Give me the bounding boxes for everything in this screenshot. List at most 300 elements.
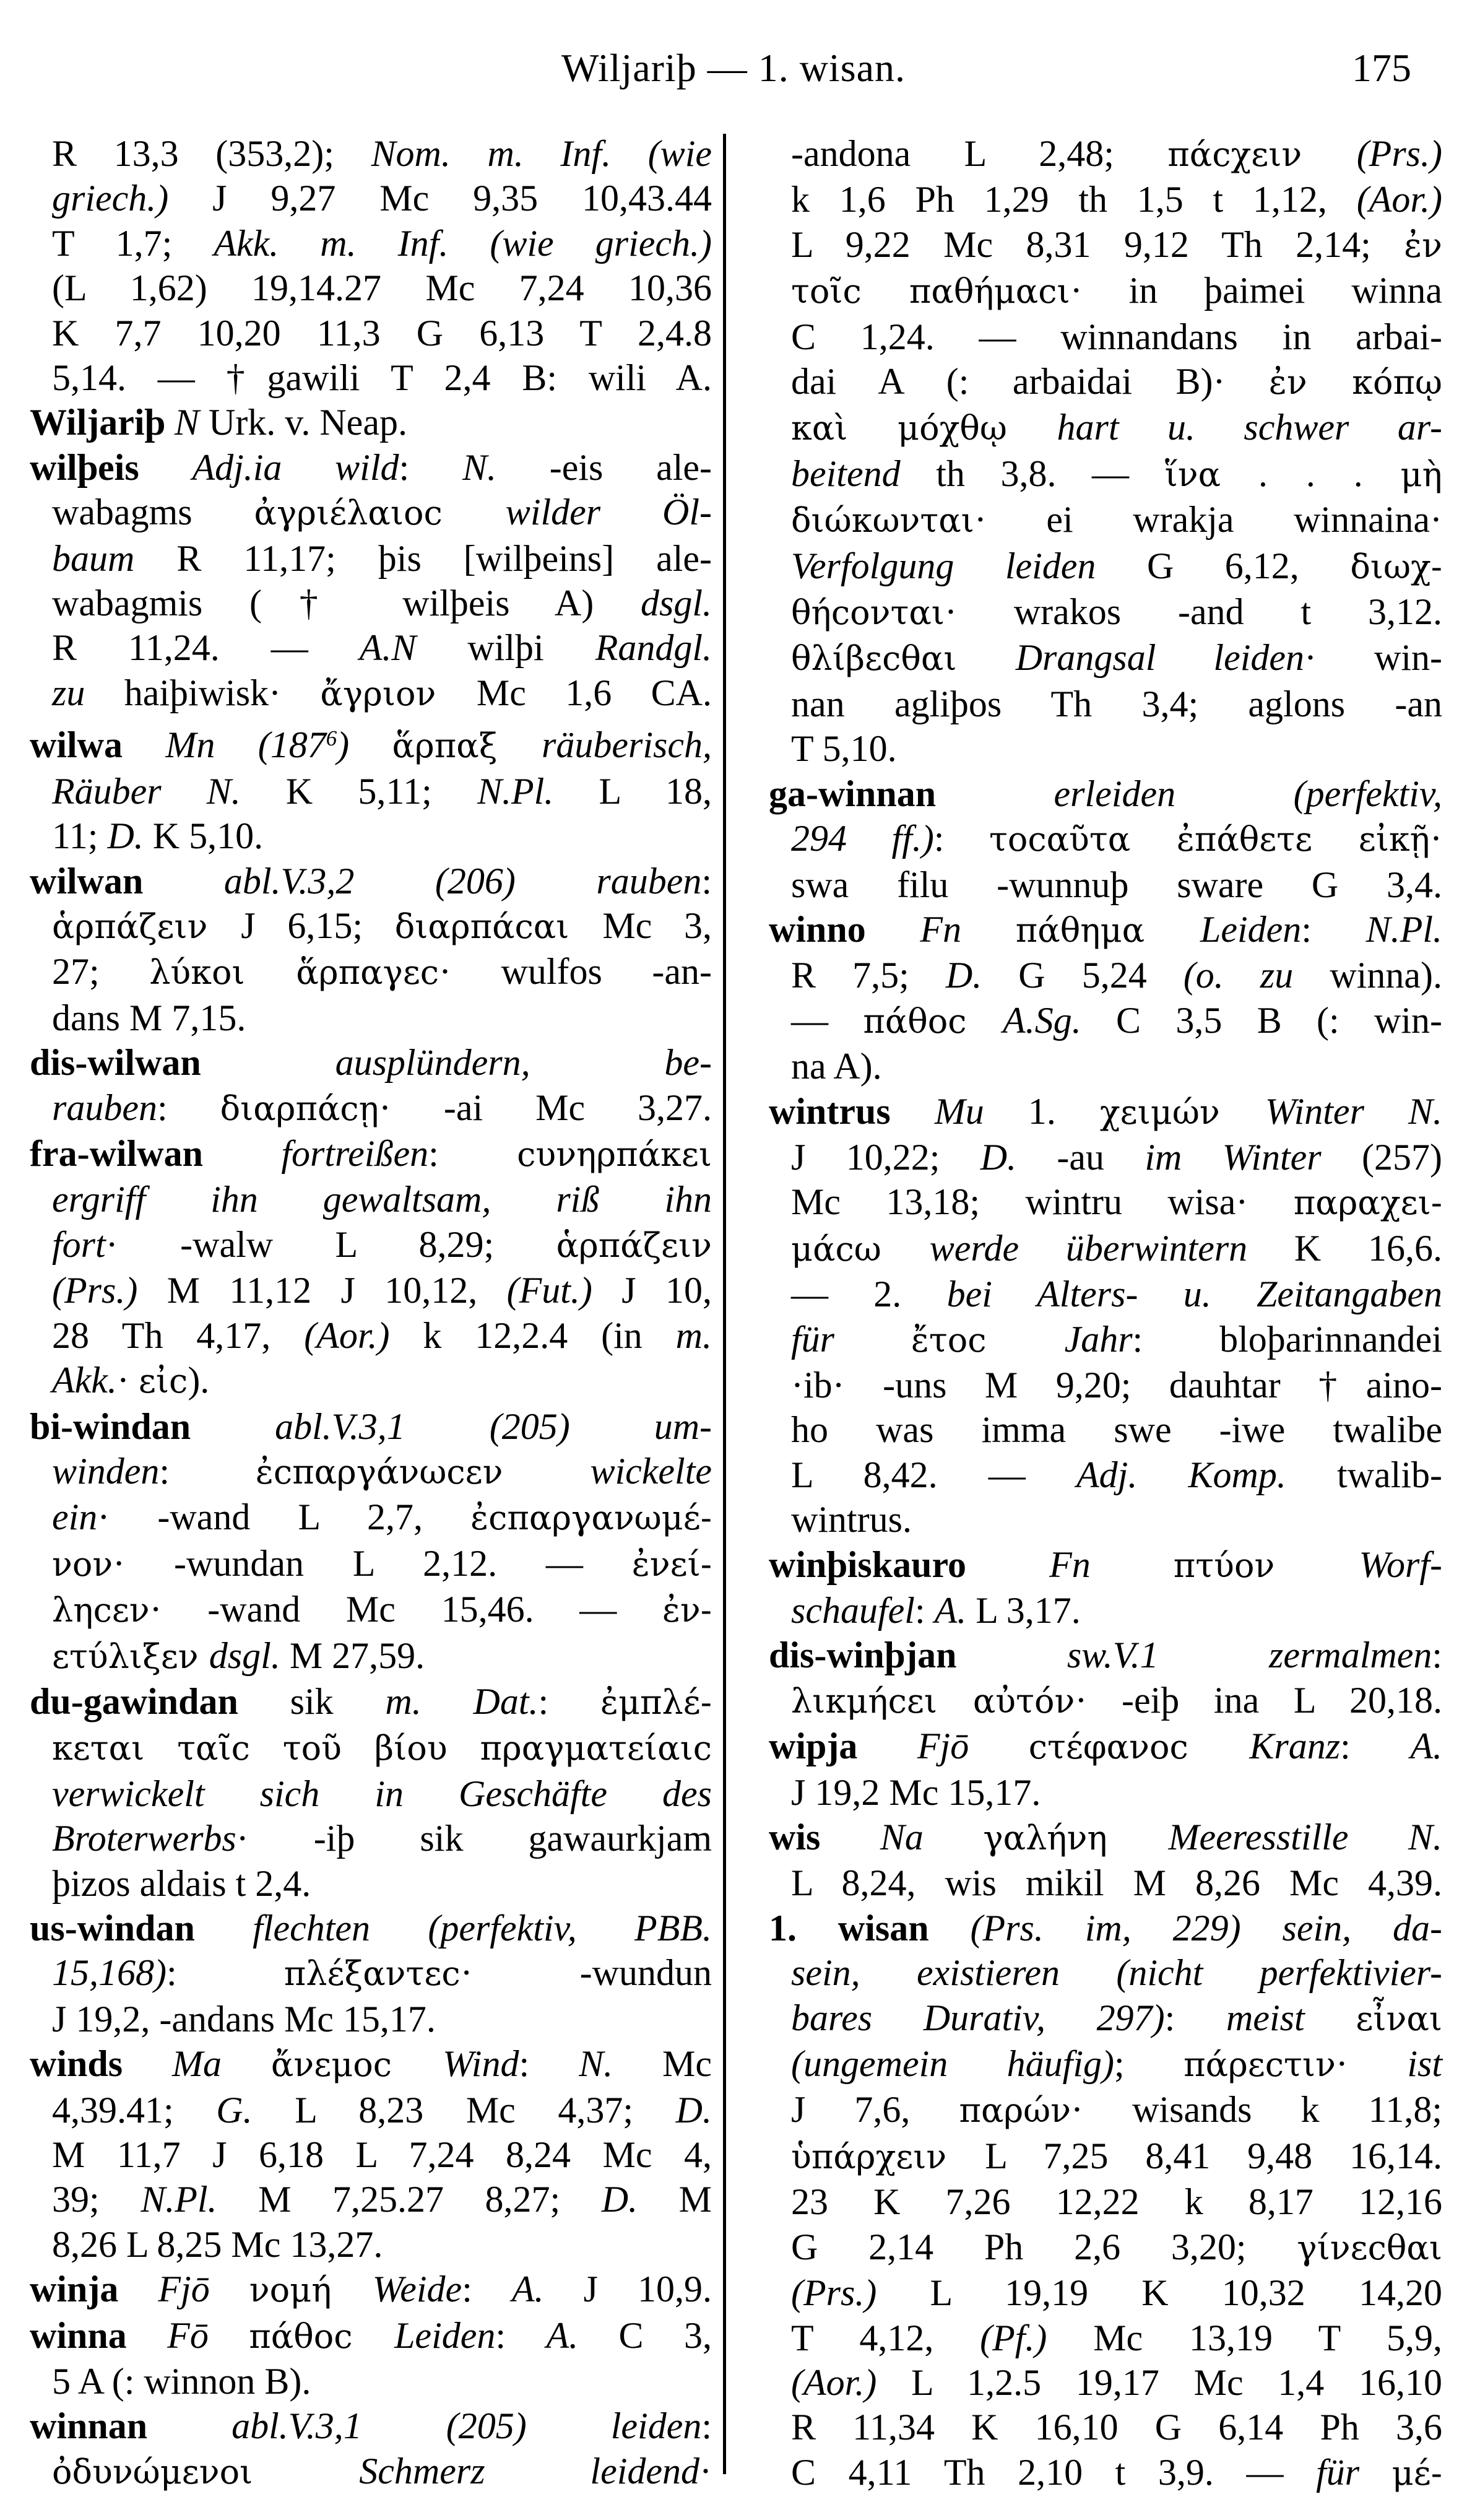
text-line [769, 589, 1442, 635]
text-line [30, 266, 712, 310]
text-line [30, 536, 712, 581]
text-line [769, 1724, 1442, 1770]
text-line [30, 2313, 712, 2359]
text-line [30, 1177, 712, 1222]
text-line [30, 490, 712, 536]
italic-text: N. [1408, 1817, 1442, 1858]
roman-text: · wrakos -and t 3,12. [944, 591, 1442, 633]
italic-text: (ungemein häufig) [791, 2043, 1114, 2085]
roman-text: · [1335, 2043, 1408, 2085]
roman-text: : [914, 1590, 935, 1631]
italic-text: Nom. m. Inf. (wie [371, 133, 712, 174]
roman-text: Mc [662, 2043, 712, 2085]
roman-text: J 9,27 Mc 9,35 10,43.44 [212, 178, 712, 219]
greek-text: γίνεcθαι [1297, 2228, 1442, 2267]
roman-text: · [116, 1360, 139, 1401]
dictionary-entry [30, 859, 712, 1041]
italic-text: Broterwerbs [52, 1818, 236, 1859]
roman-text: : [701, 860, 712, 902]
text-line [30, 1906, 712, 1950]
greek-text: πάθημα [1015, 910, 1200, 950]
text-line [769, 726, 1442, 771]
text-line [30, 2404, 712, 2448]
greek-text: παραχει- [1293, 1183, 1442, 1223]
greek-text: ἀγριέλαιοc [254, 493, 506, 533]
superscript-reference: 6 [326, 726, 337, 751]
roman-text: (257) [1362, 1136, 1442, 1178]
greek-text: μάcω [791, 1229, 930, 1269]
italic-text: sein, existieren (nicht perfektivier- [791, 1952, 1442, 1994]
italic-text: N. [579, 2043, 663, 2085]
roman-text: 28 Th 4,17, [52, 1314, 305, 1356]
roman-text: : bloþarinnandei [1132, 1318, 1442, 1360]
greek-text: ἐν- [662, 1591, 712, 1630]
dictionary-entry [30, 400, 712, 445]
roman-text: L 18, [599, 770, 712, 812]
italic-text: Ma [172, 2043, 271, 2085]
dictionary-entry [769, 771, 1442, 907]
roman-text: Mc 1,6 CA. [476, 672, 712, 713]
dictionary-entry [30, 2041, 712, 2267]
roman-text: Urk. v. Neap. [208, 402, 407, 443]
italic-text: verwickelt sich in Geschäfte des [52, 1773, 712, 1814]
text-line [769, 1089, 1442, 1135]
running-head: Wiljariþ — 1. wisan. [561, 46, 906, 90]
headword: du-gawindan [30, 1680, 290, 1722]
text-line [769, 1678, 1442, 1724]
text-line [30, 1771, 712, 1816]
roman-text: : [166, 1952, 284, 1994]
italic-text: dsgl. [209, 1635, 290, 1676]
greek-text: πάρεcτιν [1184, 2045, 1336, 2085]
text-line [30, 625, 712, 670]
greek-text: διαρπάcῃ [220, 1088, 379, 1128]
italic-text: fortreißen [281, 1133, 429, 1175]
roman-text: C 3, [618, 2314, 712, 2356]
roman-text: R 13,3 (353,2); [52, 133, 371, 174]
text-line [769, 771, 1442, 816]
roman-text: þizos aldais t 2,4. [52, 1862, 311, 1904]
greek-text: πτύον [1173, 1545, 1359, 1585]
italic-text: Mu [934, 1090, 1028, 1132]
roman-text: · in þaimei winna [1070, 270, 1442, 311]
roman-text: M 27,59. [289, 1635, 425, 1676]
text-line [769, 315, 1442, 359]
italic-text: (Pf.) [980, 2317, 1094, 2358]
text-line [769, 1950, 1442, 1995]
dictionary-entry [769, 1089, 1442, 1542]
roman-text: : [519, 2043, 579, 2085]
italic-text: Schmerz leidend [359, 2450, 699, 2492]
text-line [769, 1815, 1442, 1861]
italic-text: zu [52, 672, 124, 713]
roman-text: R 11,34 K 16,10 G 6,14 Ph 3,6 [791, 2407, 1442, 2448]
italic-text: D. [980, 1136, 1057, 1178]
roman-text: : [159, 1450, 256, 1492]
italic-text: (o. zu [1183, 955, 1330, 996]
dictionary-entry [769, 131, 1442, 771]
roman-text: · wisands k 11,8; [1071, 2089, 1442, 2131]
roman-text: — 2. [791, 1274, 947, 1315]
roman-text: L 1,2.5 19,17 Mc 1,4 16,10 [911, 2361, 1443, 2403]
italic-text: Leiden [394, 2314, 496, 2356]
dictionary-entry [30, 2267, 712, 2313]
headword: wilwan [30, 860, 224, 902]
roman-text: J 10,9. [583, 2269, 712, 2310]
dictionary-entry [769, 1815, 1442, 1906]
text-line [769, 2134, 1442, 2179]
greek-text: διωχ- [1350, 547, 1442, 586]
text-line [769, 2087, 1442, 2133]
text-line [30, 1816, 712, 1861]
italic-text: im Winter [1145, 1136, 1362, 1178]
greek-text: τοῖc παθήμαcι [791, 272, 1070, 311]
headword: winþiskauro [769, 1544, 1050, 1585]
text-line [30, 1040, 712, 1085]
text-line [30, 671, 712, 716]
italic-text: räuberisch, [542, 724, 712, 766]
greek-text: νομή [249, 2270, 373, 2310]
text-line [30, 814, 712, 858]
roman-text: Mc 13,19 T 5,9, [1093, 2317, 1442, 2358]
text-line [30, 769, 712, 814]
greek-text: πλέξαντεc [283, 1954, 461, 1994]
roman-text: R 11,24. — [52, 627, 360, 669]
italic-text: flechten (perfektiv, PBB. [253, 1907, 712, 1949]
text-line [30, 1950, 712, 1996]
dictionary-entry [30, 716, 712, 858]
italic-text: abl.V.3,2 (206) rauben [223, 860, 702, 902]
italic-text: 15,168) [52, 1952, 167, 1994]
text-line [769, 2225, 1442, 2270]
greek-text: cτέφανοc [1028, 1727, 1250, 1767]
text-line [769, 998, 1442, 1044]
text-line [30, 355, 712, 400]
italic-text: (Aor.) [304, 1314, 423, 1356]
text-line [30, 581, 712, 625]
roman-text: J 19,2, -andans Mc 15,17. [52, 1998, 436, 2040]
greek-text: ὑπάρχειν [791, 2137, 985, 2176]
headword: winja [30, 2269, 158, 2310]
text-line [769, 451, 1442, 497]
italic-text: abl.V.3,1 (205) leiden [232, 2405, 702, 2447]
headword: ga-winnan [769, 773, 1054, 814]
text-line [769, 2316, 1442, 2360]
roman-text: : [538, 1680, 600, 1722]
roman-text: swa filu -wunnuþ sware G 3,4. [791, 864, 1442, 905]
roman-text: T 4,12, [791, 2317, 980, 2358]
roman-text: · win- [1304, 637, 1442, 679]
greek-text: πάcχειν [1167, 135, 1357, 174]
dictionary-entry [769, 1906, 1442, 2496]
roman-text: R 7,5; [791, 955, 946, 996]
roman-text: ; [1114, 2043, 1184, 2085]
text-line [30, 445, 712, 490]
italic-text: N. [462, 446, 550, 488]
roman-text: L 8,24, wis mikil M 8,26 Mc 4,39. [791, 1862, 1442, 1904]
roman-text: T 5,10. [791, 728, 897, 770]
italic-text: (Aor.) [1356, 179, 1442, 220]
italic-text: Weide [372, 2269, 462, 2310]
roman-text: : [1164, 1997, 1227, 2038]
text-line [769, 544, 1442, 589]
greek-text: χειμών [1099, 1092, 1265, 1132]
text-line [769, 1861, 1442, 1905]
text-line [769, 405, 1442, 451]
italic-text: D. [107, 815, 153, 857]
text-line [30, 1633, 712, 1679]
italic-text: Meeresstille [1168, 1817, 1408, 1858]
italic-text: Fjō [158, 2269, 249, 2310]
text-line [769, 177, 1442, 222]
greek-text: εἰc [138, 1362, 188, 1401]
text-line [769, 2360, 1442, 2405]
text-line [30, 1404, 712, 1449]
text-line [30, 2041, 712, 2087]
roman-text: ). [188, 1360, 210, 1401]
italic-text: A. [511, 2269, 584, 2310]
roman-text: Mc 13,18; wintru wisa· [791, 1181, 1294, 1223]
italic-text: schaufel [791, 1590, 915, 1631]
greek-text: διώκωνται [791, 501, 974, 541]
roman-text: : [428, 1133, 517, 1175]
text-line [30, 221, 712, 266]
roman-text: k 1,6 Ph 1,29 th 1,5 t 1,12, [791, 179, 1357, 220]
roman-text: M [678, 2179, 712, 2220]
roman-text: J 10,22; [791, 1136, 980, 1178]
text-line [769, 1272, 1442, 1316]
text-line [30, 400, 712, 445]
greek-text: νον [52, 1544, 113, 1584]
text-line [30, 2359, 712, 2404]
greek-text: ετύλιξεν [52, 1636, 209, 1676]
italic-text: Fn [1049, 1544, 1174, 1585]
roman-text: L 9,22 Mc 8,31 9,12 Th 2,14; [791, 224, 1404, 265]
roman-text: : [1301, 908, 1366, 950]
headword: wis [769, 1817, 880, 1858]
headword: wilwa [30, 724, 166, 766]
roman-text: · -iþ sik gawaurkjam [236, 1818, 712, 1859]
headword: dis-wilwan [30, 1042, 335, 1084]
italic-text: 294 ff.) [791, 818, 934, 859]
roman-text: : [1340, 1726, 1411, 1767]
roman-text: M 11,7 J 6,18 L 7,24 8,24 Mc 4, [52, 2134, 712, 2175]
italic-text: ) [337, 724, 392, 766]
roman-text: wintrus. [791, 1499, 912, 1540]
italic-text: Kranz [1249, 1726, 1341, 1767]
roman-text: · [1430, 818, 1442, 859]
text-line [30, 2267, 712, 2313]
italic-text: m. [675, 1314, 712, 1356]
greek-text: cυνηρπάκει [517, 1135, 712, 1175]
roman-text: 8,26 L 8,25 Mc 13,27. [52, 2223, 383, 2265]
dictionary-entry [769, 1724, 1442, 1815]
text-line [769, 359, 1442, 405]
text-line [769, 222, 1442, 268]
text-line [30, 1997, 712, 2041]
italic-text: Randgl. [595, 627, 712, 669]
text-line [30, 859, 712, 903]
text-line [30, 1449, 712, 1495]
italic-text: D. [601, 2179, 679, 2220]
greek-text: εἶναι [1356, 1999, 1443, 2038]
text-line [769, 1407, 1442, 1452]
italic-text: Leiden [1200, 908, 1302, 950]
roman-text: : [1432, 1635, 1442, 1676]
italic-text: Winter [1265, 1090, 1408, 1132]
text-line [30, 1679, 712, 1725]
roman-text: J 19,2 Mc 15,17. [791, 1771, 1041, 1813]
dictionary-entry [30, 1404, 712, 1679]
text-line [769, 816, 1442, 862]
headword: fra-wilwan [30, 1133, 282, 1175]
italic-text: hart u. schwer ar- [1057, 407, 1442, 448]
italic-text: N.Pl. [141, 2179, 259, 2220]
italic-text: Adj. Komp. [1076, 1454, 1338, 1495]
roman-text: · -wand L 2,7, [97, 1497, 471, 1538]
text-line [769, 2179, 1442, 2224]
roman-text: : [462, 2269, 512, 2310]
greek-text: ἄγριον [320, 674, 477, 713]
headword: us-windan [30, 1907, 253, 1949]
dictionary-entry [769, 1542, 1442, 1633]
roman-text: · ei wrakja winnaina· [974, 499, 1442, 541]
greek-text: θήcονται [791, 593, 945, 633]
text-line [769, 953, 1442, 997]
text-line [769, 2450, 1442, 2496]
headword: dis-winþjan [769, 1635, 1067, 1676]
italic-text: wickelte [590, 1450, 712, 1492]
italic-text: (Prs.) [1356, 133, 1442, 174]
text-line [30, 311, 712, 355]
greek-text: παρών [959, 2091, 1071, 2131]
text-line [769, 907, 1442, 953]
roman-text: haiþiwisk· [124, 672, 321, 713]
roman-text: · -ai Mc 3,27. [379, 1087, 712, 1128]
page-body [0, 131, 1467, 2493]
dictionary-entry [30, 2404, 712, 2495]
text-line [769, 1497, 1442, 1542]
greek-text: ἐνεί- [631, 1544, 712, 1584]
text-line [769, 1906, 1442, 1950]
dictionary-entry [30, 1906, 712, 2041]
greek-text: καὶ μόχθῳ [791, 409, 1057, 448]
italic-text: werde überwintern [929, 1227, 1294, 1269]
italic-text: (Prs.) [791, 2272, 930, 2314]
dictionary-entry [30, 445, 712, 716]
greek-text: ἁρπάζειν [556, 1225, 712, 1265]
italic-text: A.Sg. [1003, 999, 1117, 1041]
roman-text: k 12,2.4 (in [423, 1314, 676, 1356]
italic-text: Räuber N. [52, 770, 286, 812]
greek-text: ληcεν [52, 1591, 150, 1630]
roman-text: : [495, 2314, 547, 2356]
roman-text: L 8,42. — [791, 1454, 1076, 1495]
italic-text: A. [546, 2314, 619, 2356]
greek-text: πάθοc [249, 2316, 395, 2356]
text-line [30, 1725, 712, 1771]
italic-text: wilder Öl- [505, 492, 712, 533]
italic-text: winden [52, 1450, 160, 1492]
text-line [769, 2041, 1442, 2087]
text-line [769, 682, 1442, 726]
italic-text: bares Durativ, 297) [791, 1997, 1165, 2038]
roman-text: J 7,6, [791, 2089, 959, 2131]
roman-text: 1. [1028, 1090, 1100, 1132]
roman-text: 27; [52, 951, 150, 993]
text-line [30, 131, 712, 176]
italic-text: Jahr [1064, 1318, 1133, 1360]
roman-text: — [791, 999, 863, 1041]
text-line [769, 268, 1442, 314]
roman-text: C 1,24. — winnandans in arbai- [791, 316, 1442, 357]
roman-text: L 3,17. [976, 1590, 1081, 1631]
greek-text: θλίβεcθαι [791, 639, 1016, 679]
roman-text: wabagms [52, 492, 254, 533]
italic-text: rauben [52, 1087, 157, 1128]
italic-text: Adj.ia wild [192, 446, 399, 488]
roman-text: Mc 3, [602, 905, 712, 947]
italic-text: meist [1226, 1997, 1356, 2038]
roman-text: wabagmis († wilþeis A) [52, 583, 641, 624]
roman-text: R 11,17; þis [wilþeins] ale- [176, 537, 712, 579]
headword: 1. wisan [769, 1907, 971, 1949]
greek-text: ἐν κόπῳ [1268, 363, 1442, 402]
roman-text: twalib- [1337, 1454, 1442, 1495]
greek-text: μέ- [1391, 2453, 1442, 2493]
italic-text: fort [52, 1223, 106, 1265]
headword: winnan [30, 2405, 232, 2447]
text-line [769, 1542, 1442, 1588]
dictionary-entry [769, 907, 1442, 1089]
italic-text: sw.V.1 zermalmen [1067, 1635, 1432, 1676]
roman-text: C 3,5 B (: win- [1116, 999, 1443, 1041]
roman-text: nan agliþos Th 3,4; aglons -an [791, 683, 1442, 724]
italic-text: ein [52, 1497, 98, 1538]
text-line [30, 2449, 712, 2495]
roman-text: L 7,25 8,41 9,48 16,14. [985, 2135, 1442, 2176]
italic-text: Na [880, 1817, 984, 1858]
roman-text: 4,39.41; [52, 2089, 217, 2131]
italic-text: Akk. [52, 1360, 117, 1401]
roman-text: 39; [52, 2179, 141, 2220]
column-divider-rule [723, 134, 726, 2474]
greek-text: ἄνεμοc [270, 2045, 443, 2085]
text-line [30, 2222, 712, 2267]
italic-text: ergriff ihn gewaltsam, riß ihn [52, 1179, 712, 1220]
greek-text: ἐcπαργανωμέ- [470, 1498, 712, 1538]
text-line [769, 1770, 1442, 1815]
roman-text: K 16,6. [1294, 1227, 1442, 1269]
italic-text: beitend [791, 453, 937, 494]
greek-text: γαλήνη [983, 1818, 1169, 1858]
text-line [769, 1363, 1442, 1407]
headword: Wiljariþ [30, 402, 175, 443]
italic-text: ausplündern, be- [335, 1042, 712, 1084]
italic-text: Wind [443, 2043, 519, 2085]
text-line [769, 2270, 1442, 2315]
roman-text: G 6,12, [1146, 545, 1351, 586]
text-line [30, 996, 712, 1040]
text-line [30, 716, 712, 769]
italic-text: (Prs. im, 229) sein, da- [970, 1907, 1442, 1949]
italic-text: ist [1407, 2043, 1443, 2085]
text-line [769, 2405, 1442, 2449]
text-line [30, 1358, 712, 1404]
headword: winno [769, 908, 920, 950]
text-line [769, 862, 1442, 907]
text-line [30, 2088, 712, 2132]
